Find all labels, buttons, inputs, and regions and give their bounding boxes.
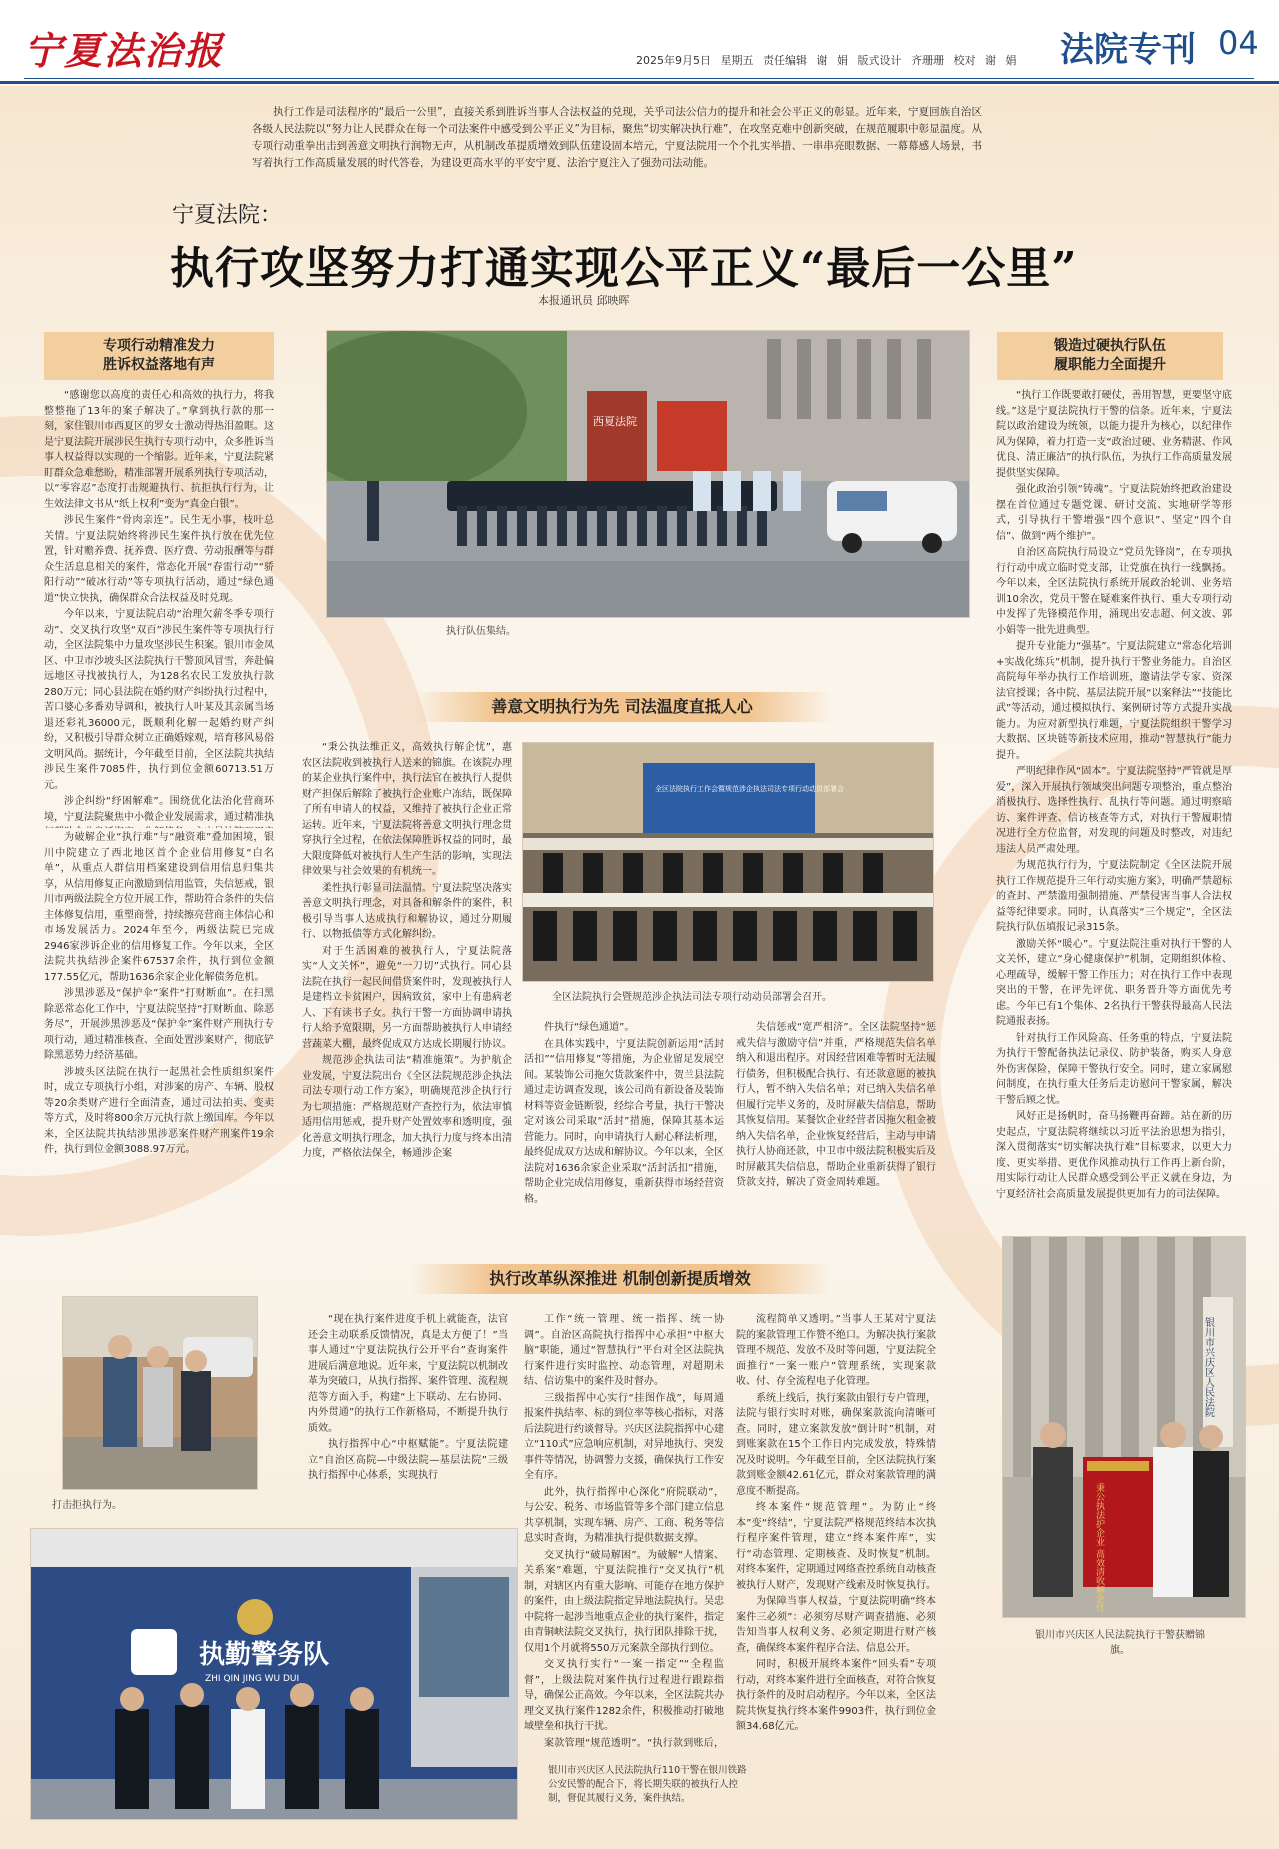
caption-police-team: 银川市兴庆区人民法院执行110干警在银川铁路公安民警的配合下，将长期失联的被执行人控制，督促其履行义务，案件执结。 (548, 1765, 747, 1804)
police-sign-pinyin: ZHI QIN JING WU DUI (205, 1674, 300, 1684)
paragraph: 针对执行工作风险高、任务重的特点，宁夏法院为执行干警配备执法记录仪、防护装备，购买人身意外伤害保险，保障干警执行安全。同时，建立家属慰问制度，在执行重大任务后走访慰问干警家属，解决干警后顾之忧。 (996, 1032, 1232, 1106)
paragraph: 三级指挥中心实行“挂图作战”，每周通报案件执结率、标的到位率等核心指标，对落后法院进行约谈督导。兴庆区法院指挥中心建立“110式”应急响应机制，对异地执行、突发事件等情况，协调警力支援，确保执行工作安全有序。 (524, 1392, 724, 1481)
subhead-reform: 执行改革纵深推进 机制创新提质增效 (410, 1264, 830, 1294)
column-mid-1 (302, 740, 512, 1230)
photo-meeting (522, 742, 934, 982)
column-left-2 (44, 830, 274, 1260)
paragraph: 柔性执行彰显司法温情。宁夏法院坚决落实善意文明执行理念，对具备和解条件的案件，积极引导当事人达成执行和解协议，通过分期履行、以物抵债等方式化解纠纷。 (302, 882, 512, 940)
meeting-screen-text: 全区法院执行工作会暨规范涉企执法司法专项行动动员部署会 (655, 785, 844, 793)
paragraph: 提升专业能力“强基”。宁夏法院建立“常态化培训+实战化练兵”机制，提升执行干警业务能力。自治区高院每年举办执行工作培训班，邀请法学专家、资深法官授课；各中院、基层法院开展“以案释法”“技能比武”等活动，通过模拟执行、案例研讨等方式提升实战能力。为应对新型执行难题，宁夏法院组织干警学习大数据、区块链等新技术应用，推动“智慧执行”能力提升。 (996, 641, 1232, 761)
column-right (996, 388, 1232, 1208)
paragraph: 流程简单又透明。”当事人王某对宁夏法院的案款管理工作赞不绝口。为解决执行案款管理不规范、发放不及时等问题，宁夏法院全面推行“一案一账户”管理系统，实现案款收、付、存全流程电子化管理。 (736, 1314, 936, 1387)
column-bottom-3 (736, 1312, 936, 1822)
photo-police-team-image (31, 1529, 518, 1820)
caption-banner-gift: 银川市兴庆区人民法院执行干警获赠锦旗。 (1035, 1630, 1205, 1656)
banner-text: 秉公执法护企业 高效清收解企忧 (1094, 1483, 1104, 1612)
subhead-line: 专项行动精准发力 (103, 338, 215, 354)
designer-credit: 版式设计 齐珊珊 (857, 54, 944, 67)
column-left-1 (44, 388, 274, 828)
paragraph: 涉坡头区法院在执行一起黑社会性质组织案件时，成立专项执行小组，对涉案的房产、车辆、股权等20余类财产进行全面清查，通过司法拍卖、变卖等方式，及时将800余万元执行款上缴国库。今年以来，全区法院共执结涉黑涉恶案件财产刑案件19余件，执行到位金额3088.97万元。 (44, 1066, 274, 1155)
paragraph: “现在执行案件进度手机上就能查，法官还会主动联系反馈情况，真是太方便了！”当事人通过“宁夏法院执行公开平台”查询案件进展后满意地说。近年来，宁夏法院以机制改革为突破口，从执行指挥、案件管理、流程规范等方面入手，构建“上下联动、左右协同、内外贯通”的执行工作新格局，不断提升执行质效。 (308, 1314, 508, 1434)
police-sign-text: 执勤警务队 (199, 1640, 330, 1670)
paragraph: 自治区高院执行局设立“党员先锋岗”，在专项执行行动中成立临时党支部，让党旗在执行一线飘扬。今年以来，全区法院执行系统开展政治轮训、业务培训10余次，党员干警在疑难案件执行、重大专项行动中发挥了先锋模范作用，涌现出安志超、何文波、郭小娟等一批先进典型。 (996, 547, 1232, 636)
paragraph: 终本案件“规范管理”。为防止“终本”变“终结”，宁夏法院严格规范终结本次执行程序案件管理，建立“终本案件库”，实行“动态管理、定期核查、及时恢复”机制。对终本案件，定期通过网络查控系统自动核查被执行人财产，发现财产线索及时恢复执行。 (736, 1502, 936, 1591)
page-number: 04 (1218, 24, 1259, 62)
paragraph: 强化政治引领“铸魂”。宁夏法院始终把政治建设摆在首位通过专题党课、研讨交流、实地研学等形式，引导执行干警增强“四个意识”、坚定“四个自信”、做到“两个维护”。 (996, 484, 1232, 542)
paragraph: 工作“统一管理、统一指挥、统一协调”。自治区高院执行指挥中心承担“中枢大脑”职能，通过“智慧执行”平台对全区法院执行案件进行实时监控、动态管理，对超期未结、信访集中的案件及时督办。 (524, 1314, 724, 1387)
photo-team-assembly (326, 330, 970, 618)
subhead-civilized-execution: 善意文明执行为先 司法温度直抵人心 (412, 692, 832, 722)
paragraph: 涉民生案件“骨肉亲连”。民生无小事，枝叶总关情。宁夏法院始终将涉民生案件执行放在优先位置，针对赡养费、抚养费、医疗费、劳动报酬等与群众生活息息相关的案件，常态化开展“春雷行动”“骄阳行动”“破冰行动”等专项执行活动，通过“绿色通道”快立快执，确保群众合法权益及时兑现。 (44, 515, 274, 604)
paragraph: 此外，执行指挥中心深化“府院联动”，与公安、税务、市场监管等多个部门建立信息共享机制，实现车辆、房产、工商、税务等信息实时查询，为精准执行提供数据支撑。 (524, 1486, 724, 1544)
photo-police-team (30, 1528, 518, 1820)
paragraph: 交叉执行实行“一案一指定”“全程监督”，上级法院对案件执行过程进行跟踪指导，确保公正高效。今年以来，全区法院共办理交叉执行案件1282余件，积极推动打破地域壁垒和执行干扰。 (524, 1659, 724, 1732)
caption-team-assembly: 执行队伍集结。 (446, 626, 516, 637)
caption-meeting: 全区法院执行会暨规范涉企执法司法专项行动动员部署会召开。 (552, 992, 832, 1003)
paragraph: 激励关怀“暖心”。宁夏法院注重对执行干警的人文关怀，建立“身心健康保护”机制，定期组织体检、心理疏导，缓解干警工作压力；对在执行工作中表现突出的干警，在评先评优、职务晋升等方面优先考虑。今年已有1个集体、2名执行干警获得最高人民法院通报表扬。 (996, 938, 1232, 1027)
photo-enforcement (62, 1296, 258, 1490)
paragraph: 执行指挥中心“中枢赋能”。宁夏法院建立“自治区高院—中级法院—基层法院”三级执行指挥中心体系，实现执行 (308, 1439, 508, 1481)
caption-enforcement: 打击拒执行为。 (52, 1500, 122, 1511)
paragraph: 风好正是扬帆时，奋马扬鞭再奋蹄。站在新的历史起点，宁夏法院将继续以习近平法治思想为指引，深入贯彻落实“切实解决执行难”目标要求，以更大力度、更实举措、更优作风推动执行工作再上新台阶，用实际行动让人民群众感受到公平正义就在身边，为宁夏经济社会高质量发展提供更加有力的司法保障。 (996, 1111, 1232, 1200)
photo-banner-gift (1002, 1236, 1246, 1618)
paragraph: 为保障当事人权益，宁夏法院明确“终本案件三必须”：必须穷尽财产调查措施、必须告知当事人权利义务、必须定期进行财产核查，确保终本案件程序合法、信息公开。 (736, 1596, 936, 1654)
column-mid-2 (524, 1020, 724, 1230)
paragraph: 今年以来，宁夏法院启动“治理欠薪冬季专项行动”、交叉执行攻坚“双百”涉民生案件等专项执行行动，全区法院集中力量攻坚涉民生积案。银川市金凤区、中卫市沙坡头区法院执行干警顶风冒雪，奔赴偏远地区寻找被执行人，为128名农民工发放执行款280万元；同心县法院在婚约财产纠纷执行过程中，苦口婆心多番劝导调和，被执行人叶某及其亲属当场退还彩礼36000元，既顺利化解一起婚约财产纠纷，又积极引导群众树立正确婚嫁观，培育移风易俗文明风尚。据统计，今年截至目前，全区法院共执结涉民生案件7085件，执行到位金额60713.51万元。 (44, 609, 274, 791)
court-sign-text: 西夏法院 (593, 415, 637, 428)
photo-banner-gift-image (1003, 1237, 1246, 1618)
paragraph: “执行工作既要敢打硬仗，善用智慧，更要坚守底线。”这是宁夏法院执行干警的信条。近年来，宁夏法院以政治建设为统领，以能力提升为核心，以纪律作风为保障，着力打造一支“政治过硬、业务精湛、作风优良、清正廉洁”的执行队伍，为执行工作高质量发展提供坚实保障。 (996, 390, 1232, 479)
subhead-line: 锻造过硬执行队伍 (1054, 338, 1166, 354)
column-mid-3 (736, 1020, 936, 1230)
subhead-team-building (997, 332, 1223, 380)
issue-date: 2025年9月5日 (636, 54, 711, 67)
paragraph: 涉黑涉恶及“保护伞”案件“打财断血”。在扫黑除恶常态化工作中，宁夏法院坚持“打财断血、除恶务尽”，开展涉黑涉恶及“保护伞”案件财产刑执行专项行动，通过精准核查、全面处置涉案财产，彻底铲除黑恶势力经济基础。 (44, 988, 274, 1061)
intro-paragraph: 执行工作是司法程序的“最后一公里”，直接关系到胜诉当事人合法权益的兑现，关乎司法公信力的提升和社会公平正义的彰显。近年来，宁夏回族自治区各级人民法院以“努力让人民群众在每一个司法案件中感受到公平正义”为目标，聚焦“切实解决执行难”，在攻坚克难中创新突破，在规范履职中彰显温度。从专项行动重拳出击到善意文明执行润物无声，从机制改革提质增效到队伍建设固本培元，宁夏法院用一个个扎实举措、一串串亮眼数据、一幕幕感人场景，书写着执行工作高质量发展的时代答卷，为建设更高水平的平安宁夏、法治宁夏注入了强劲司法动能。 (252, 106, 982, 169)
newspaper-logo: 宁夏法治报 (24, 28, 225, 73)
proofreader-credit: 校对 谢 娟 (953, 54, 1017, 67)
subhead-line: 胜诉权益落地有声 (103, 357, 215, 373)
paragraph: 对于生活困难的被执行人，宁夏法院落实“人文关怀”，避免“一刀切”式执行。同心县法院在执行一起民间借贷案件时，发现被执行人是建档立卡贫困户，因病致贫，家中上有患病老人、下有读书子女。执行干警一方面协调申请执行人给予宽限期，另一方面帮助被执行人申请经营蔬菜大棚，最终促成双方达成长期履行协议。 (302, 945, 512, 1050)
photo-meeting-image (523, 743, 934, 982)
editor-credit: 责任编辑 谢 娟 (763, 54, 848, 67)
court-building-sign: 银川市兴庆区人民法院 (1202, 1317, 1214, 1417)
issue-weekday: 星期五 (720, 54, 754, 67)
section-title: 法院专刊 (1060, 30, 1196, 70)
paragraph: 规范涉企执法司法“精准施策”。为护航企业发展，宁夏法院出台《全区法院规范涉企执法司法专项行动工作方案》，明确规范涉企执行行为七项措施：严格规范财产查控行为，依法审慎适用信用惩戒，提升财产处置效率和透明度，强化善意文明执行理念，加大执行力度与终本出清力度，严格依法保全，畅通涉企案 (302, 1055, 512, 1159)
paragraph: “感谢您以高度的责任心和高效的执行力，将我整整拖了13年的案子解决了。”拿到执行款的那一刻，家住银川市西夏区的罗女士激动得热泪盈眶。这是宁夏法院开展涉民生执行专项行动中，众多胜诉当事人权益得以实现的一个缩影。近年来，宁夏法院紧盯群众急难愁盼，精准部署开展系列执行专项活动，以“零容忍”态度打击规避执行、抗拒执行行为，让生效法律文书从“纸上权利”变为“真金白银”。 (44, 390, 274, 510)
headline: 执行攻坚努力打通实现公平正义“最后一公里” (170, 243, 1078, 294)
paragraph: 在具体实践中，宁夏法院创新运用“活封活扣”“信用修复”等措施，为企业留足发展空间。某装饰公司拖欠货款案件中，贺兰县法院通过走访调查发现，该公司尚有新设备及装饰材料等资金链断裂，经综合考量，执行干警决定对该公司采取“活封”措施，保障其基本运营能力。同时，向申请执行人耐心释法析理，最终促成双方达成和解协议。今年以来，全区法院对1636余家企业采取“活封活扣”措施，帮助企业完成信用修复，重新获得市场经营资格。 (524, 1038, 724, 1205)
paragraph: 件执行“绿色通道”。 (544, 1022, 635, 1033)
byline: 本报通讯员 邱映晖 (538, 294, 630, 307)
kicker: 宁夏法院： (172, 203, 283, 228)
paragraph: 为规范执行行为，宁夏法院制定《全区法院开展执行工作规范提升三年行动实施方案》，明确严禁超标的查封、严禁滥用强制措施、严禁侵害当事人合法权益等纪律要求。同时，认真落实“三个规定”，全区法院执行队伍填报记录315条。 (996, 860, 1232, 933)
column-bottom-1 (308, 1312, 508, 1512)
masthead (0, 0, 1279, 84)
issue-info (636, 52, 1017, 68)
paragraph: 交叉执行“破局解困”。为破解“人情案、关系案”难题，宁夏法院推行“交叉执行”机制，对辖区内有重大影响、可能存在地方保护的案件，由上级法院指定异地法院执行。吴忠中院将一起涉当地重点企业的执行案件，指定由青铜峡法院交叉执行，执行团队排除干扰，仅用1个月就将550万元案款全部执行到位。 (524, 1549, 724, 1654)
paragraph: 涉企纠纷“纾困解难”。围绕优化法治化营商环境，宁夏法院聚焦中小微企业发展需求，通过精准执 (44, 796, 274, 823)
paragraph: 案款管理“规范透明”。“执行款到账后， (544, 1737, 724, 1749)
paragraph: “秉公执法维正义，高效执行解企忧”，惠农区法院收到被执行人送来的锦旗。在该院办理的某企业执行案件中，执行法官在被执行人提供财产担保后解除了被执行企业账户冻结，既保障了所有申请人的权益，又维持了被执行企业正常运转。近年来，宁夏法院将善意文明执行理念贯穿执行全过程，在依法保障胜诉权益的同时，最大限度降低对被执行人生产生活的影响，实现法律效果与社会效果的有机统一。 (302, 742, 512, 877)
subhead-line: 履职能力全面提升 (1054, 357, 1166, 373)
paragraph: 为破解企业“执行难”与“融资难”叠加困境，银川中院建立了西北地区首个企业信用修复“白名单”，从重点人群信用档案建设到信用信息归集共享，从信用修复正向激励到信用监管，失信惩戒，银川市两级法院全方位开展工作，帮助符合条件的失信主体修复信用，重塑商誉，持续擦亮营商主体信心和市场发展活力。2024年至今，两级法院已完成2946家涉诉企业的信用修复工作。今年以来，全区法院共执结涉企案件67537余件，执行到位金额177.55亿元，帮助1636余家企业化解债务危机。 (44, 832, 274, 983)
paragraph: 严明纪律作风“固本”。宁夏法院坚持“严管就是厚爱”，深入开展执行领域突出问题专项整治，重点整治消极执行、选择性执行、乱执行等问题。通过明察暗访、案件评查、信访核查等方式，对执行干警履职情况进行全方位监督，对发现的问题及时整改，对违纪违法人员严肃处理。 (996, 766, 1232, 855)
column-bottom-2 (524, 1312, 724, 1752)
photo-team-assembly-image (327, 331, 970, 618)
photo-enforcement-image (63, 1297, 258, 1490)
subhead-special-action (44, 332, 274, 380)
paragraph: 系统上线后，执行案款由银行专户管理，法院与银行实时对账，确保案款流向清晰可查。同时，建立案款发放“倒计时”机制，对到账案款在15个工作日内完成发放，特殊情况及时说明。今年截至目前，全区法院执行案款到账金额42.61亿元，群众对案款管理的满意度不断提高。 (736, 1392, 936, 1497)
paragraph: 同时，积极开展终本案件“回头看”专项行动，对终本案件进行全面核查，对符合恢复执行条件的及时启动程序。今年以来，全区法院共恢复执行终本案件9903件，执行到位金额34.68亿元。 (736, 1659, 936, 1732)
paragraph: 失信惩戒“宽严相济”。全区法院坚持“惩戒失信与激励守信”并重，严格规范失信名单纳入和退出程序。对因经营困难等暂时无法履行债务，但积极配合执行、有还款意愿的被执行人，暂不纳入失信名单；对已纳入失信名单但履行完毕义务的，及时屏蔽失信信息，帮助其恢复信用。某餐饮企业经营者因拖欠租金被纳入失信名单，企业恢复经营后，主动与申请执行人协商还款，中卫市中级法院积极实后及时屏蔽其失信信息，帮助企业重新获得了银行贷款支持，解决了资金周转难题。 (736, 1022, 936, 1188)
masthead-rule (24, 78, 1254, 79)
